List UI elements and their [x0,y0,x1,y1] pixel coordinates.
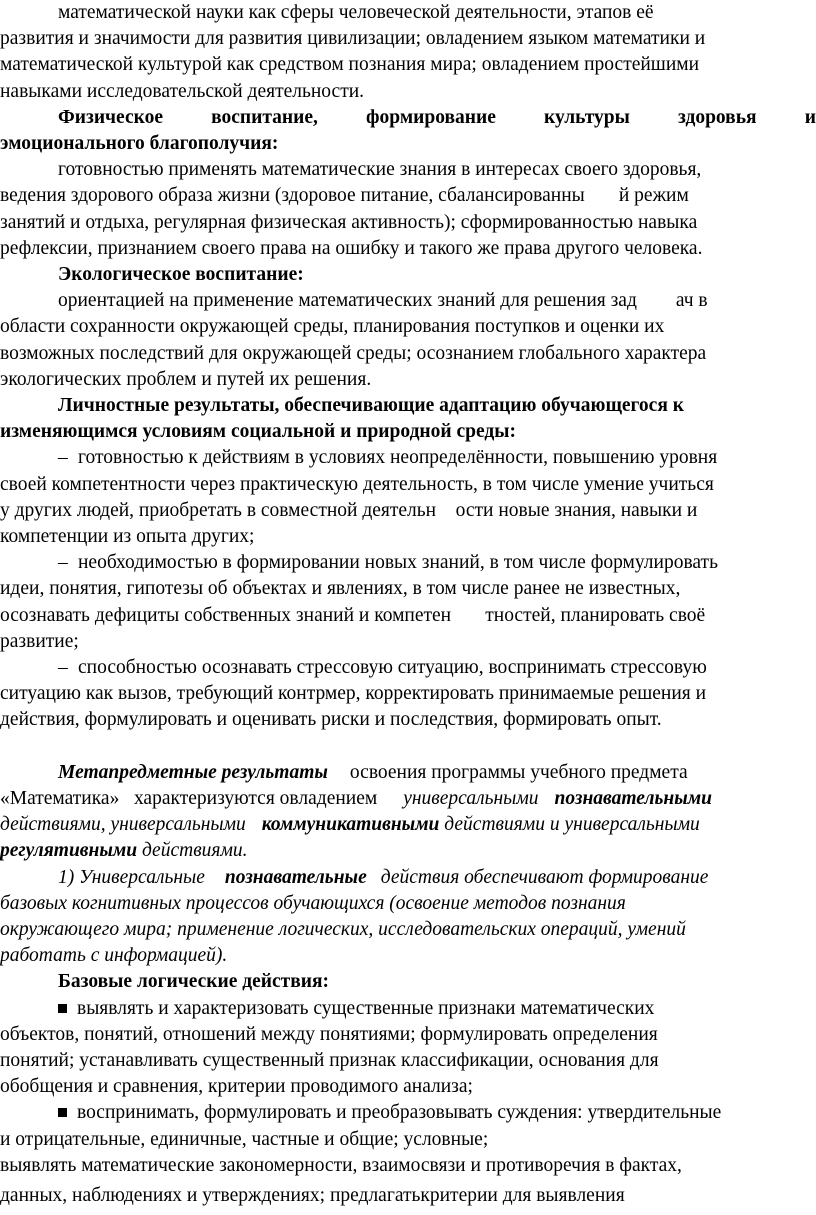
paragraph-line: своей компетентности через практическую деятельность, в том числе умение учиться [0,473,714,495]
heading-word: Физическое [58,106,163,128]
meta-italic: действиями. [141,840,248,862]
dash-marker: – [58,447,68,469]
meta-results-title: Метапредметные результаты [58,761,328,783]
paragraph-line: ситуацию как вызов, требующий контрмер, корректировать принимаемые решения и [0,683,707,705]
paragraph-line: компетенции из опыта других; [0,526,255,548]
paragraph-line: базовых когнитивных процессов обучающихся (освоение методов познания [0,892,626,914]
bullet-item [0,996,816,1022]
square-bullet-icon [58,1108,67,1117]
heading-word: воспитание, [211,106,318,128]
paragraph-line: понятий; устанавливать существенный признак классификации, основания для [0,1049,659,1071]
meta-bold-italic: познавательными [554,787,712,809]
paragraph-line: развитие; [0,630,79,652]
dash-item [0,550,816,576]
paragraph-line: развития и значимости для развития цивилизации; овладением языком математики и [0,28,706,50]
bullet-item [0,1100,816,1126]
bullet-item-text: воспринимать, формулировать и преобразовывать суждения: утвердительные [77,1102,722,1124]
blank-line [0,734,816,760]
paragraph-line: возможных последствий для окружающей среды; осознанием глобального характера [0,342,707,364]
square-bullet-icon [58,1004,67,1013]
paragraph-line [0,838,816,864]
bullet-item-text: выявлять и характеризовать существенные признаки математических [77,997,655,1019]
meta-italic: действия обеспечивают формирование [380,866,709,888]
paragraph-line: работать с информацией). [0,945,228,967]
dash-item [0,655,816,681]
paragraph-line: у других людей, приобретать в совместной деятельн ости новые знания, навыки и [0,499,698,521]
meta-results-text: освоения программы учебного предмета [349,761,688,783]
heading-personal-results: Личностные результаты, обеспечивающие адаптацию обучающегося к [58,395,684,417]
paragraph-line: ориентацией на применение математических знаний для решения зад ач в [58,290,708,312]
meta-bold-italic: регулятивными [0,840,138,862]
heading-word: формирование [366,106,496,128]
heading-word: здоровья [677,106,757,128]
paragraph-line: выявлять математические закономерности, взаимосвязи и противоречия в фактах, [0,1154,682,1176]
paragraph-line [0,812,816,838]
dash-marker: – [58,552,68,574]
paragraph-line: объектов, понятий, отношений между понятиями; формулировать определения [0,1023,658,1045]
paragraph-line: готовностью применять математические знания в интересах своего здоровья, [58,159,702,181]
heading-physical-education-cont: эмоционального благополучия: [0,133,279,155]
dash-item-text: необходимостью в формировании новых знаний, в том числе формулировать [78,552,718,574]
paragraph-line: данных, наблюдениях и утверждениях; предлагатькритерии для выявления [0,1184,625,1206]
meta-italic: действиями, универсальными [0,814,246,836]
paragraph-line: и отрицательные, единичные, частные и общие; условные; [0,1128,489,1150]
paragraph-line [0,786,816,812]
heading-word: и [804,106,816,128]
meta-bold-italic: коммуникативными [261,814,440,836]
dash-item-text: способностью осознавать стрессовую ситуацию, воспринимать стрессовую [78,657,707,679]
heading-physical-education [0,105,816,131]
meta-italic: 1) Универсальные [58,866,205,888]
paragraph-line: окружающего мира; применение логических, исследовательских операций, умений [0,918,686,940]
paragraph-line: действия, формулировать и оценивать риски и последствия, формировать опыт. [0,709,662,731]
paragraph-line: занятий и отдыха, регулярная физическая активность); сформированностью навыка [0,211,698,233]
paragraph-line: идеи, понятия, гипотезы об объектах и явлениях, в том числе ранее не известных, [0,578,681,600]
meta-italic: универсальными [403,787,539,809]
heading-word: культуры [543,106,630,128]
paragraph-line [0,865,816,891]
meta-bold-italic: познавательные [224,866,367,888]
paragraph-line: экологических проблем и путей их решения. [0,368,372,390]
paragraph-line: навыками исследовательской деятельности. [0,80,365,102]
dash-marker: – [58,657,68,679]
heading-basic-logic: Базовые логические действия: [58,971,330,993]
heading-ecological-education: Экологическое воспитание: [58,264,304,286]
meta-results-line [0,760,816,786]
dash-item [0,445,816,471]
paragraph-line: рефлексии, признанием своего права на ошибку и такого же права другого человека. [0,237,703,259]
meta-text: «Математика» характеризуются овладением [0,787,378,809]
paragraph-line: осознавать дефициты собственных знаний и компетен тностей, планировать своё [0,604,706,626]
dash-item-text: готовностью к действиям в условиях неопределённости, повышению уровня [78,447,718,469]
paragraph-line: математической культурой как средством познания мира; овладением простейшими [0,54,700,76]
paragraph-line: ведения здорового образа жизни (здоровое питание, сбалансированны й режим [0,185,689,207]
paragraph-line: обобщения и сравнения, критерии проводимого анализа; [0,1076,473,1098]
heading-personal-results-cont: изменяющимся условиям социальной и природной среды: [0,421,517,443]
paragraph-line: области сохранности окружающей среды, планирования поступков и оценки их [0,316,665,338]
paragraph-line: математической науки как сферы человеческой деятельности, этапов её [58,2,654,23]
meta-italic: действиями и универсальными [444,814,700,836]
